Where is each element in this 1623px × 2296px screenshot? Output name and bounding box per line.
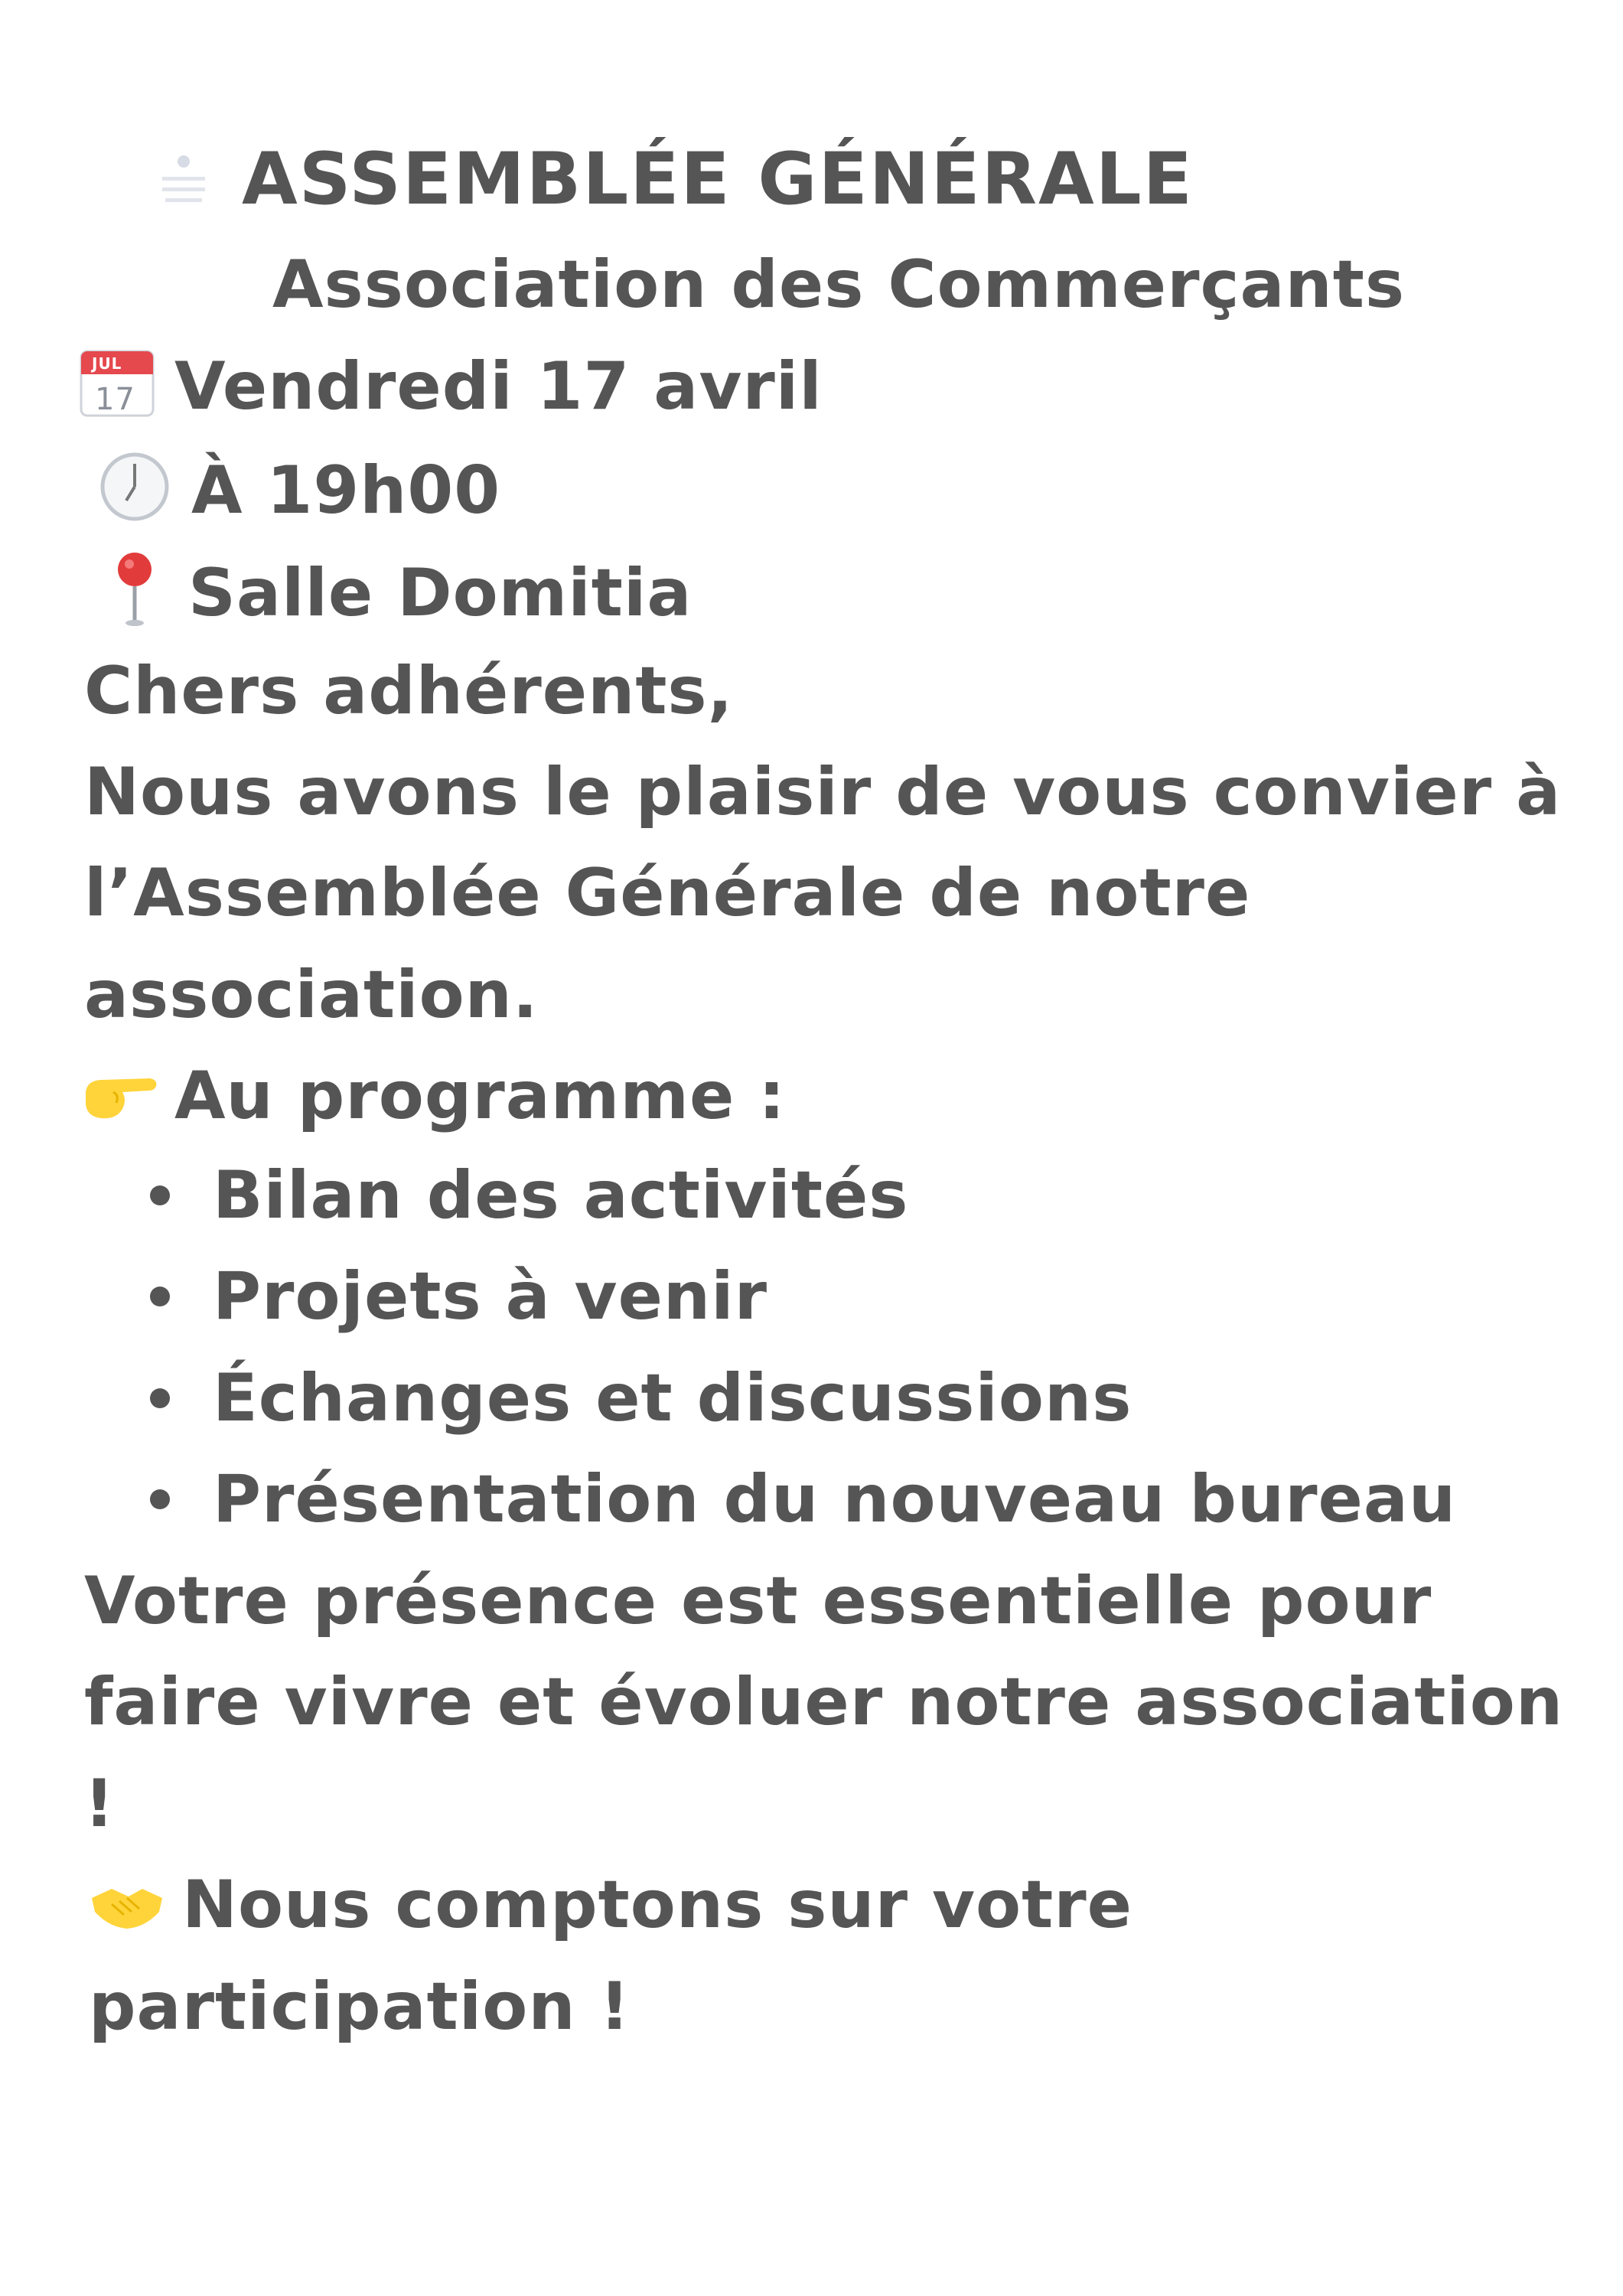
intro-line: l’Assemblée Générale de notre <box>84 855 1251 931</box>
round-pushpin-icon <box>113 551 156 644</box>
bullet-dot <box>150 1388 170 1408</box>
closing-line: participation ! <box>89 1968 631 2045</box>
event-date-row <box>80 348 823 433</box>
intro-line: Nous avons le plaisir de vous convier à <box>84 754 1562 830</box>
bullet-dot <box>150 1287 170 1306</box>
event-time-row <box>98 450 500 540</box>
calendar-icon <box>80 348 155 433</box>
clock-icon <box>98 450 171 540</box>
closing-row <box>89 1867 1133 1948</box>
pointing-right-hand-icon <box>83 1062 159 1139</box>
bullet-dot <box>150 1186 170 1205</box>
program-item: Présentation du nouveau bureau <box>213 1461 1457 1538</box>
association-logo <box>153 149 214 218</box>
event-time: À 19h00 <box>191 452 501 529</box>
program-item: Échanges et discussions <box>213 1360 1133 1437</box>
svg-text:JUL: JUL <box>92 354 122 373</box>
bullet-dot <box>150 1489 170 1509</box>
program-heading-row <box>83 1058 786 1139</box>
program-item: Projets à venir <box>213 1258 768 1335</box>
program-item: Bilan des activités <box>213 1157 909 1234</box>
presence-line: Votre présence est essentielle pour <box>84 1563 1432 1639</box>
program-heading: Au programme : <box>174 1058 786 1134</box>
event-place: Salle Domitia <box>188 554 693 631</box>
handshake-icon <box>89 1871 165 1948</box>
event-place-row <box>113 551 692 644</box>
presence-line: ! <box>84 1766 116 1842</box>
greeting: Chers adhérents, <box>84 653 734 729</box>
page-title: ASSEMBLÉE GÉNÉRALE <box>242 138 1194 221</box>
closing-line: Nous comptons sur votre <box>182 1867 1133 1943</box>
event-date: Vendredi 17 avril <box>174 348 823 425</box>
svg-text:17: 17 <box>95 382 135 418</box>
page-subtitle: Association des Commerçants <box>272 246 1406 323</box>
presence-line: faire vivre et évoluer notre association <box>84 1664 1564 1740</box>
intro-line: association. <box>84 957 539 1033</box>
